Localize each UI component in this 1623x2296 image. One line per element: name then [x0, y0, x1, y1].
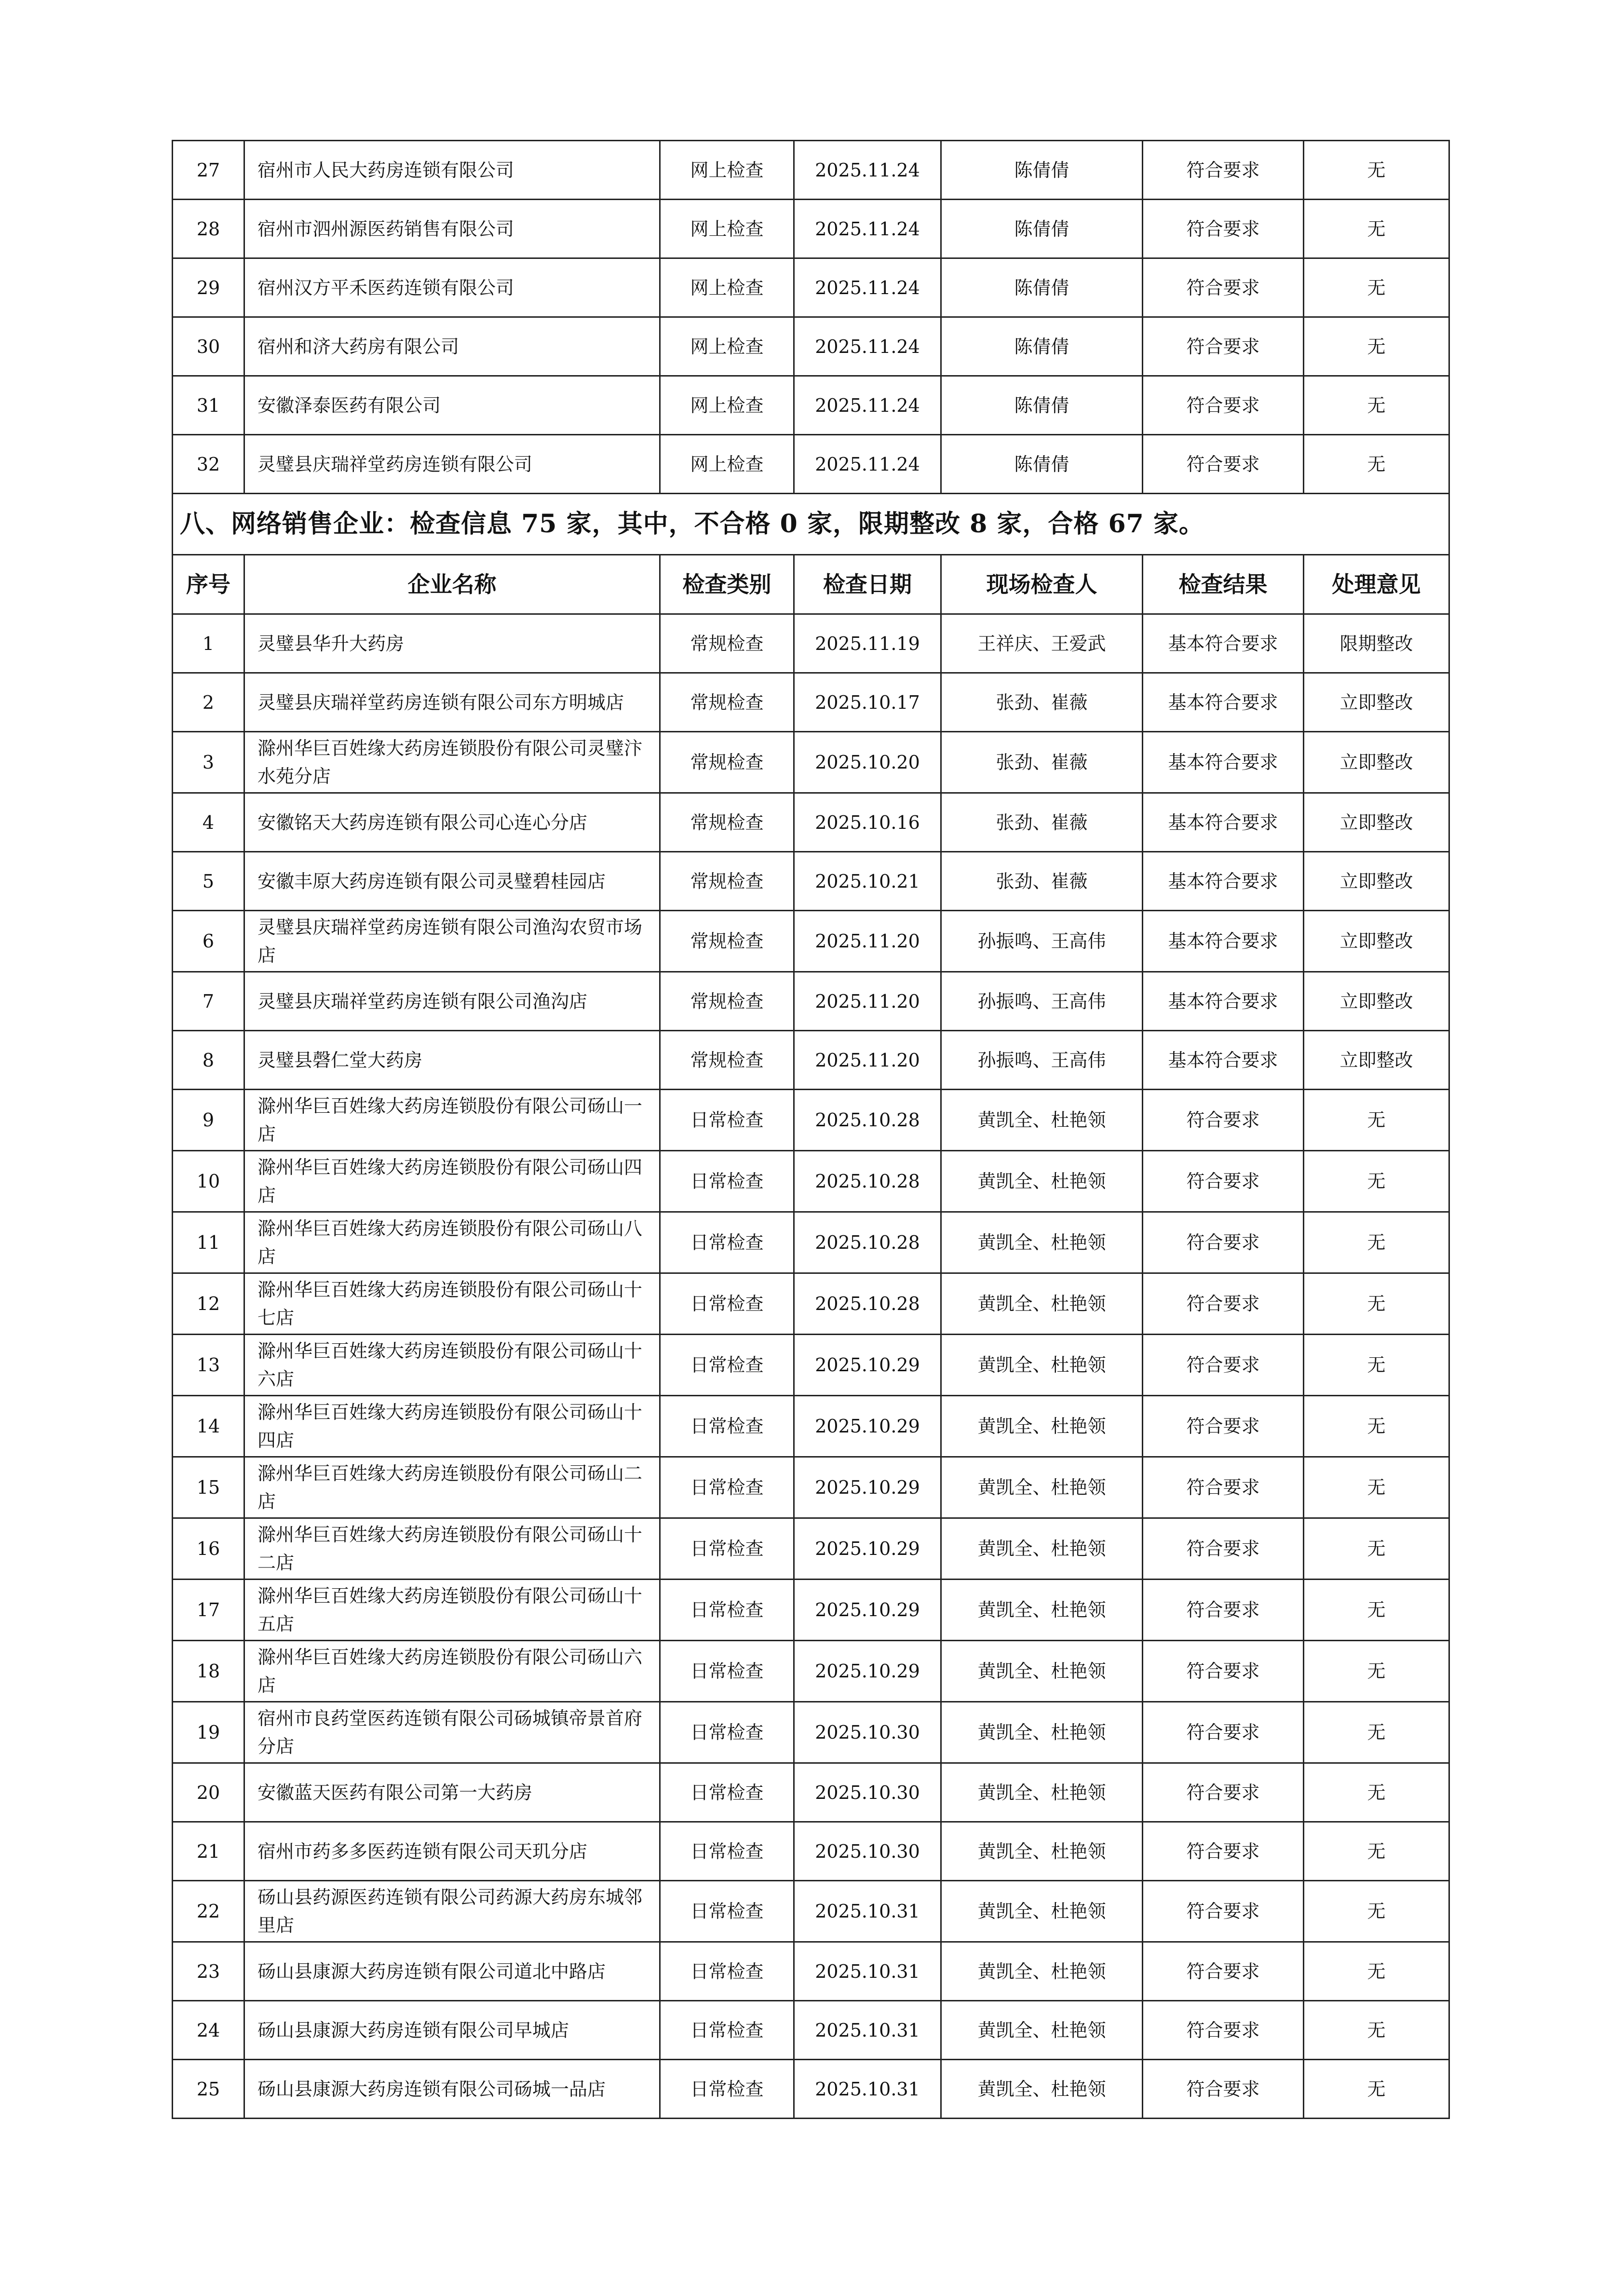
header-type: 检查类别: [660, 555, 794, 614]
cell-opinion: 无: [1304, 1273, 1449, 1335]
cell-type: 日常检查: [660, 1942, 794, 2001]
cell-opinion: 无: [1304, 1457, 1449, 1518]
cell-opinion: 无: [1304, 141, 1449, 200]
cell-inspector: 黄凯全、杜艳领: [941, 1151, 1143, 1212]
cell-name: 滁州华巨百姓缘大药房连锁股份有限公司砀山二店: [244, 1457, 660, 1518]
cell-inspector: 张劲、崔薇: [941, 732, 1143, 793]
cell-no: 1: [173, 614, 244, 673]
cell-opinion: 无: [1304, 200, 1449, 258]
cell-type: 日常检查: [660, 1763, 794, 1822]
cell-type: 日常检查: [660, 1822, 794, 1881]
table-row: [173, 1822, 1449, 1881]
cell-name: 安徽泽泰医药有限公司: [244, 376, 660, 435]
cell-no: 7: [173, 972, 244, 1031]
cell-opinion: 无: [1304, 1396, 1449, 1457]
cell-name: 宿州市人民大药房连锁有限公司: [244, 141, 660, 200]
cell-no: 19: [173, 1702, 244, 1763]
cell-inspector: 王祥庆、王爱武: [941, 614, 1143, 673]
table-row: [173, 376, 1449, 435]
cell-opinion: 无: [1304, 2060, 1449, 2119]
header-name: 企业名称: [244, 555, 660, 614]
cell-inspector: 黄凯全、杜艳领: [941, 1881, 1143, 1942]
cell-inspector: 黄凯全、杜艳领: [941, 1212, 1143, 1273]
cell-date: 2025.10.28: [794, 1151, 941, 1212]
cell-inspector: 黄凯全、杜艳领: [941, 1641, 1143, 1702]
cell-opinion: 无: [1304, 1335, 1449, 1396]
cell-result: 符合要求: [1143, 1881, 1304, 1942]
cell-no: 9: [173, 1090, 244, 1151]
cell-opinion: 立即整改: [1304, 673, 1449, 732]
table-row: [173, 1335, 1449, 1396]
cell-inspector: 黄凯全、杜艳领: [941, 1580, 1143, 1641]
cell-name: 灵璧县磬仁堂大药房: [244, 1031, 660, 1090]
cell-date: 2025.11.20: [794, 972, 941, 1031]
cell-no: 14: [173, 1396, 244, 1457]
cell-date: 2025.10.30: [794, 1702, 941, 1763]
cell-no: 23: [173, 1942, 244, 2001]
cell-date: 2025.11.20: [794, 911, 941, 972]
cell-date: 2025.10.30: [794, 1763, 941, 1822]
inspection-document: [172, 140, 1448, 2119]
cell-date: 2025.11.20: [794, 1031, 941, 1090]
cell-inspector: 张劲、崔薇: [941, 673, 1143, 732]
cell-type: 网上检查: [660, 317, 794, 376]
cell-name: 滁州华巨百姓缘大药房连锁股份有限公司砀山十六店: [244, 1335, 660, 1396]
table-row: [173, 1151, 1449, 1212]
cell-no: 25: [173, 2060, 244, 2119]
header-result: 检查结果: [1143, 555, 1304, 614]
table-row: [173, 911, 1449, 972]
table-row: [173, 614, 1449, 673]
cell-result: 符合要求: [1143, 317, 1304, 376]
cell-opinion: 无: [1304, 1881, 1449, 1942]
cell-date: 2025.11.24: [794, 200, 941, 258]
cell-inspector: 黄凯全、杜艳领: [941, 1396, 1143, 1457]
cell-result: 符合要求: [1143, 1822, 1304, 1881]
cell-result: 符合要求: [1143, 1942, 1304, 2001]
cell-name: 宿州市泗州源医药销售有限公司: [244, 200, 660, 258]
cell-opinion: 立即整改: [1304, 972, 1449, 1031]
cell-date: 2025.10.29: [794, 1580, 941, 1641]
cell-result: 符合要求: [1143, 1457, 1304, 1518]
table-row: [173, 1942, 1449, 2001]
section-title: 八、网络销售企业：检查信息 75 家，其中，不合格 0 家，限期整改 8 家，合格 67 家。: [173, 494, 1449, 555]
cell-opinion: 无: [1304, 1518, 1449, 1580]
cell-type: 日常检查: [660, 1090, 794, 1151]
table-row: [173, 1212, 1449, 1273]
cell-date: 2025.11.24: [794, 317, 941, 376]
cell-inspector: 张劲、崔薇: [941, 852, 1143, 911]
table-row: [173, 1090, 1449, 1151]
cell-no: 4: [173, 793, 244, 852]
table-row: [173, 1641, 1449, 1702]
cell-type: 网上检查: [660, 200, 794, 258]
cell-inspector: 黄凯全、杜艳领: [941, 1273, 1143, 1335]
previous-section-rows: [173, 141, 1449, 494]
section-eight-header: [173, 494, 1449, 614]
cell-no: 6: [173, 911, 244, 972]
table-row: [173, 141, 1449, 200]
cell-name: 砀山县药源医药连锁有限公司药源大药房东城邻里店: [244, 1881, 660, 1942]
cell-result: 符合要求: [1143, 1518, 1304, 1580]
cell-opinion: 无: [1304, 1822, 1449, 1881]
cell-result: 基本符合要求: [1143, 793, 1304, 852]
cell-inspector: 黄凯全、杜艳领: [941, 1518, 1143, 1580]
cell-type: 日常检查: [660, 1641, 794, 1702]
cell-date: 2025.10.20: [794, 732, 941, 793]
cell-result: 符合要求: [1143, 2060, 1304, 2119]
cell-date: 2025.10.31: [794, 1881, 941, 1942]
cell-result: 符合要求: [1143, 1273, 1304, 1335]
cell-no: 17: [173, 1580, 244, 1641]
cell-date: 2025.11.19: [794, 614, 941, 673]
cell-name: 滁州华巨百姓缘大药房连锁股份有限公司砀山六店: [244, 1641, 660, 1702]
cell-name: 滁州华巨百姓缘大药房连锁股份有限公司灵璧汴水苑分店: [244, 732, 660, 793]
cell-result: 基本符合要求: [1143, 614, 1304, 673]
cell-result: 符合要求: [1143, 1151, 1304, 1212]
cell-result: 符合要求: [1143, 258, 1304, 317]
table-row: [173, 972, 1449, 1031]
column-header-row: [173, 555, 1449, 614]
table-row: [173, 1031, 1449, 1090]
cell-result: 符合要求: [1143, 1702, 1304, 1763]
cell-opinion: 无: [1304, 1151, 1449, 1212]
cell-type: 日常检查: [660, 1457, 794, 1518]
cell-name: 砀山县康源大药房连锁有限公司早城店: [244, 2001, 660, 2060]
cell-no: 20: [173, 1763, 244, 1822]
table-row: [173, 1580, 1449, 1641]
cell-date: 2025.10.31: [794, 2060, 941, 2119]
cell-result: 符合要求: [1143, 376, 1304, 435]
cell-type: 常规检查: [660, 1031, 794, 1090]
cell-inspector: 黄凯全、杜艳领: [941, 1763, 1143, 1822]
cell-type: 常规检查: [660, 732, 794, 793]
cell-date: 2025.10.30: [794, 1822, 941, 1881]
cell-opinion: 无: [1304, 1641, 1449, 1702]
cell-no: 24: [173, 2001, 244, 2060]
cell-no: 27: [173, 141, 244, 200]
cell-name: 滁州华巨百姓缘大药房连锁股份有限公司砀山十七店: [244, 1273, 660, 1335]
cell-opinion: 无: [1304, 258, 1449, 317]
cell-type: 日常检查: [660, 1335, 794, 1396]
cell-name: 灵璧县庆瑞祥堂药房连锁有限公司东方明城店: [244, 673, 660, 732]
cell-no: 11: [173, 1212, 244, 1273]
section-eight-rows: [173, 614, 1449, 2119]
cell-inspector: 黄凯全、杜艳领: [941, 2001, 1143, 2060]
cell-result: 基本符合要求: [1143, 673, 1304, 732]
cell-inspector: 陈倩倩: [941, 258, 1143, 317]
table-row: [173, 1457, 1449, 1518]
table-row: [173, 2060, 1449, 2119]
cell-type: 日常检查: [660, 1151, 794, 1212]
table-row: [173, 673, 1449, 732]
cell-name: 安徽蓝天医药有限公司第一大药房: [244, 1763, 660, 1822]
cell-opinion: 无: [1304, 1763, 1449, 1822]
cell-date: 2025.10.29: [794, 1335, 941, 1396]
section-title-row: [173, 494, 1449, 555]
header-opinion: 处理意见: [1304, 555, 1449, 614]
cell-name: 灵璧县华升大药房: [244, 614, 660, 673]
cell-name: 安徽铭天大药房连锁有限公司心连心分店: [244, 793, 660, 852]
cell-type: 常规检查: [660, 793, 794, 852]
cell-result: 基本符合要求: [1143, 972, 1304, 1031]
cell-name: 滁州华巨百姓缘大药房连锁股份有限公司砀山十二店: [244, 1518, 660, 1580]
cell-opinion: 无: [1304, 435, 1449, 494]
cell-inspector: 孙振鸣、王高伟: [941, 1031, 1143, 1090]
cell-opinion: 限期整改: [1304, 614, 1449, 673]
cell-type: 日常检查: [660, 1518, 794, 1580]
cell-type: 常规检查: [660, 852, 794, 911]
table-row: [173, 258, 1449, 317]
cell-date: 2025.10.28: [794, 1090, 941, 1151]
cell-result: 符合要求: [1143, 1212, 1304, 1273]
cell-opinion: 立即整改: [1304, 793, 1449, 852]
cell-no: 12: [173, 1273, 244, 1335]
cell-opinion: 立即整改: [1304, 732, 1449, 793]
cell-result: 符合要求: [1143, 2001, 1304, 2060]
cell-type: 日常检查: [660, 1212, 794, 1273]
cell-name: 滁州华巨百姓缘大药房连锁股份有限公司砀山十四店: [244, 1396, 660, 1457]
cell-name: 灵璧县庆瑞祥堂药房连锁有限公司: [244, 435, 660, 494]
cell-no: 15: [173, 1457, 244, 1518]
cell-date: 2025.11.24: [794, 141, 941, 200]
cell-name: 灵璧县庆瑞祥堂药房连锁有限公司渔沟店: [244, 972, 660, 1031]
table-row: [173, 1518, 1449, 1580]
cell-type: 常规检查: [660, 614, 794, 673]
cell-opinion: 无: [1304, 2001, 1449, 2060]
table-row: [173, 1273, 1449, 1335]
table-row: [173, 1881, 1449, 1942]
cell-inspector: 陈倩倩: [941, 317, 1143, 376]
table-row: [173, 435, 1449, 494]
cell-inspector: 陈倩倩: [941, 141, 1143, 200]
header-inspector: 现场检查人: [941, 555, 1143, 614]
cell-type: 日常检查: [660, 1580, 794, 1641]
cell-opinion: 无: [1304, 1580, 1449, 1641]
cell-type: 日常检查: [660, 1396, 794, 1457]
cell-date: 2025.10.29: [794, 1518, 941, 1580]
cell-date: 2025.10.17: [794, 673, 941, 732]
cell-date: 2025.10.29: [794, 1641, 941, 1702]
cell-no: 10: [173, 1151, 244, 1212]
cell-result: 符合要求: [1143, 435, 1304, 494]
cell-inspector: 黄凯全、杜艳领: [941, 1090, 1143, 1151]
cell-no: 16: [173, 1518, 244, 1580]
cell-type: 常规检查: [660, 972, 794, 1031]
cell-inspector: 黄凯全、杜艳领: [941, 1942, 1143, 2001]
cell-result: 符合要求: [1143, 200, 1304, 258]
inspection-table: [172, 140, 1450, 2119]
cell-type: 常规检查: [660, 911, 794, 972]
cell-name: 宿州汉方平禾医药连锁有限公司: [244, 258, 660, 317]
cell-name: 宿州市药多多医药连锁有限公司天玑分店: [244, 1822, 660, 1881]
cell-result: 基本符合要求: [1143, 1031, 1304, 1090]
cell-name: 宿州和济大药房有限公司: [244, 317, 660, 376]
table-row: [173, 1396, 1449, 1457]
table-row: [173, 317, 1449, 376]
table-row: [173, 732, 1449, 793]
cell-date: 2025.10.29: [794, 1396, 941, 1457]
cell-inspector: 黄凯全、杜艳领: [941, 1457, 1143, 1518]
cell-inspector: 黄凯全、杜艳领: [941, 2060, 1143, 2119]
cell-no: 28: [173, 200, 244, 258]
cell-opinion: 立即整改: [1304, 852, 1449, 911]
cell-no: 22: [173, 1881, 244, 1942]
cell-inspector: 张劲、崔薇: [941, 793, 1143, 852]
cell-inspector: 黄凯全、杜艳领: [941, 1702, 1143, 1763]
cell-type: 日常检查: [660, 2060, 794, 2119]
cell-no: 32: [173, 435, 244, 494]
table-row: [173, 200, 1449, 258]
cell-no: 30: [173, 317, 244, 376]
cell-result: 基本符合要求: [1143, 732, 1304, 793]
cell-no: 18: [173, 1641, 244, 1702]
cell-inspector: 陈倩倩: [941, 435, 1143, 494]
cell-name: 砀山县康源大药房连锁有限公司道北中路店: [244, 1942, 660, 2001]
cell-name: 砀山县康源大药房连锁有限公司砀城一品店: [244, 2060, 660, 2119]
cell-result: 符合要求: [1143, 1335, 1304, 1396]
cell-date: 2025.10.31: [794, 1942, 941, 2001]
table-row: [173, 1702, 1449, 1763]
cell-opinion: 无: [1304, 1090, 1449, 1151]
cell-type: 常规检查: [660, 673, 794, 732]
cell-date: 2025.10.21: [794, 852, 941, 911]
cell-type: 网上检查: [660, 141, 794, 200]
cell-name: 宿州市良药堂医药连锁有限公司砀城镇帝景首府分店: [244, 1702, 660, 1763]
cell-result: 符合要求: [1143, 1580, 1304, 1641]
cell-no: 2: [173, 673, 244, 732]
table-row: [173, 793, 1449, 852]
cell-result: 符合要求: [1143, 1396, 1304, 1457]
cell-result: 符合要求: [1143, 1641, 1304, 1702]
cell-inspector: 陈倩倩: [941, 376, 1143, 435]
cell-date: 2025.10.31: [794, 2001, 941, 2060]
cell-opinion: 无: [1304, 1212, 1449, 1273]
cell-date: 2025.10.28: [794, 1273, 941, 1335]
cell-type: 网上检查: [660, 258, 794, 317]
cell-no: 31: [173, 376, 244, 435]
cell-name: 灵璧县庆瑞祥堂药房连锁有限公司渔沟农贸市场店: [244, 911, 660, 972]
cell-no: 29: [173, 258, 244, 317]
header-date: 检查日期: [794, 555, 941, 614]
header-no: 序号: [173, 555, 244, 614]
cell-name: 安徽丰原大药房连锁有限公司灵璧碧桂园店: [244, 852, 660, 911]
table-row: [173, 1763, 1449, 1822]
table-row: [173, 2001, 1449, 2060]
cell-date: 2025.10.29: [794, 1457, 941, 1518]
cell-date: 2025.10.28: [794, 1212, 941, 1273]
cell-name: 滁州华巨百姓缘大药房连锁股份有限公司砀山八店: [244, 1212, 660, 1273]
cell-inspector: 黄凯全、杜艳领: [941, 1335, 1143, 1396]
cell-no: 21: [173, 1822, 244, 1881]
cell-opinion: 无: [1304, 317, 1449, 376]
cell-opinion: 无: [1304, 1702, 1449, 1763]
cell-result: 基本符合要求: [1143, 911, 1304, 972]
cell-no: 3: [173, 732, 244, 793]
cell-type: 网上检查: [660, 376, 794, 435]
cell-no: 5: [173, 852, 244, 911]
cell-inspector: 孙振鸣、王高伟: [941, 972, 1143, 1031]
cell-no: 8: [173, 1031, 244, 1090]
cell-no: 13: [173, 1335, 244, 1396]
cell-date: 2025.11.24: [794, 376, 941, 435]
cell-inspector: 黄凯全、杜艳领: [941, 1822, 1143, 1881]
cell-type: 日常检查: [660, 1702, 794, 1763]
cell-opinion: 无: [1304, 376, 1449, 435]
cell-result: 符合要求: [1143, 1763, 1304, 1822]
cell-name: 滁州华巨百姓缘大药房连锁股份有限公司砀山十五店: [244, 1580, 660, 1641]
cell-date: 2025.10.16: [794, 793, 941, 852]
cell-result: 基本符合要求: [1143, 852, 1304, 911]
cell-type: 日常检查: [660, 2001, 794, 2060]
cell-name: 滁州华巨百姓缘大药房连锁股份有限公司砀山一店: [244, 1090, 660, 1151]
cell-inspector: 陈倩倩: [941, 200, 1143, 258]
cell-type: 日常检查: [660, 1273, 794, 1335]
cell-inspector: 孙振鸣、王高伟: [941, 911, 1143, 972]
cell-result: 符合要求: [1143, 1090, 1304, 1151]
cell-opinion: 无: [1304, 1942, 1449, 2001]
cell-date: 2025.11.24: [794, 258, 941, 317]
cell-date: 2025.11.24: [794, 435, 941, 494]
table-row: [173, 852, 1449, 911]
cell-result: 符合要求: [1143, 141, 1304, 200]
cell-opinion: 立即整改: [1304, 911, 1449, 972]
cell-opinion: 立即整改: [1304, 1031, 1449, 1090]
cell-name: 滁州华巨百姓缘大药房连锁股份有限公司砀山四店: [244, 1151, 660, 1212]
cell-type: 网上检查: [660, 435, 794, 494]
cell-type: 日常检查: [660, 1881, 794, 1942]
